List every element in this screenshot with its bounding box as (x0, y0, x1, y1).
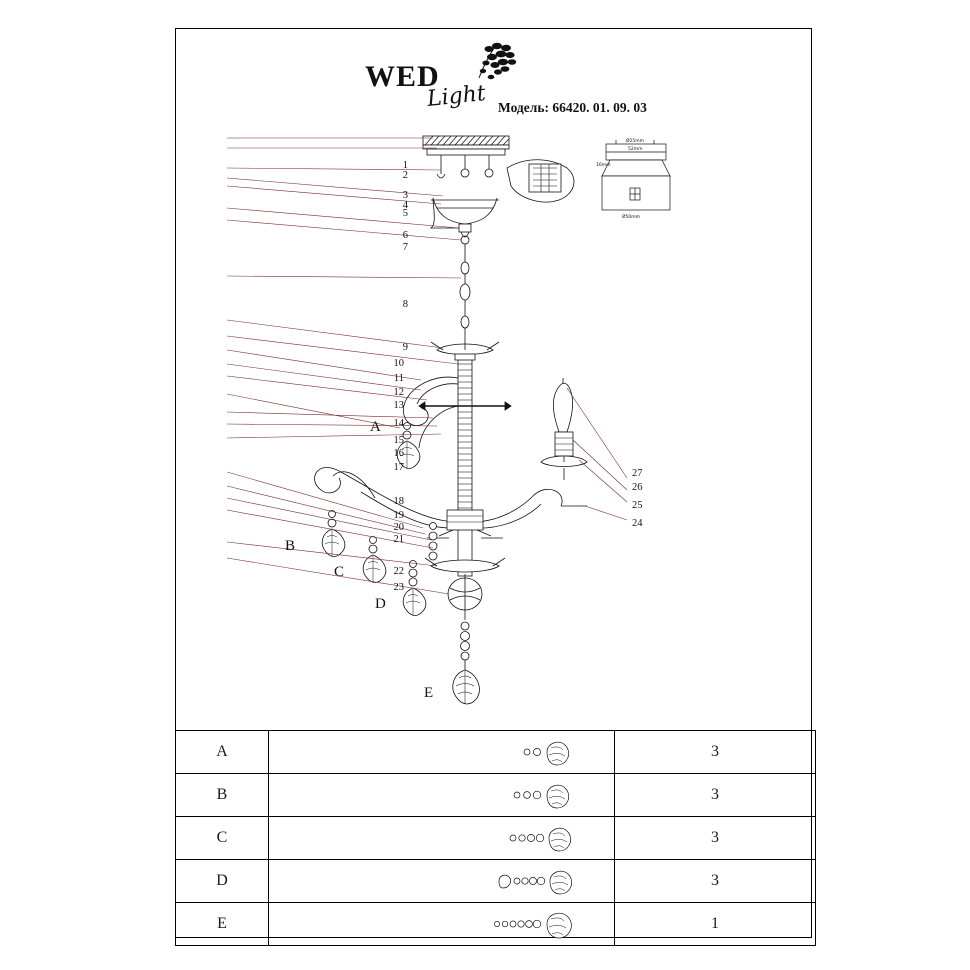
suspension-rod (460, 244, 470, 344)
row-qty: 3 (615, 817, 816, 860)
row-qty: 3 (615, 860, 816, 903)
lamp-socket-detail (541, 378, 587, 480)
pendant-d-drawing (403, 561, 426, 616)
leader-lines (227, 138, 627, 594)
bead-chain-e (453, 622, 480, 704)
pendant-b-drawing (322, 511, 345, 557)
table-row (176, 860, 816, 903)
callout-a: A (370, 419, 381, 435)
row-qty: 3 (615, 774, 816, 817)
detail-dim-2: 52mm (628, 147, 643, 152)
row-image (269, 817, 615, 860)
callout-b: B (285, 538, 296, 554)
assembly-drawing (175, 28, 812, 720)
ball-finial (448, 574, 482, 620)
detail-dim-3: 16mm (596, 163, 611, 168)
row-image (269, 903, 615, 946)
detail-view (596, 140, 686, 240)
right-scroll-arm (472, 489, 587, 528)
model-label: Модель: 66420. 01. 09. 03 (498, 100, 647, 115)
row-letter: B (176, 774, 269, 817)
table-row (176, 731, 816, 774)
callout-e: E (424, 685, 434, 701)
detail-dim-4: Ø50mm (622, 215, 641, 220)
terminal-block-detail (507, 160, 574, 202)
lower-bobeche (425, 558, 505, 572)
ceiling-plate (423, 136, 509, 155)
brand-script: Light (425, 80, 487, 113)
row-letter: C (176, 817, 269, 860)
detail-dim-1: Ø25mm (626, 139, 645, 144)
upper-bobeche (431, 342, 499, 355)
table-row (176, 817, 816, 860)
row-qty: 1 (615, 903, 816, 946)
callout-d: D (375, 596, 386, 612)
parts-table (175, 730, 816, 946)
row-image (269, 731, 615, 774)
table-row (176, 774, 816, 817)
row-image (269, 860, 615, 903)
row-letter: D (176, 860, 269, 903)
upper-scroll-arm (403, 377, 458, 448)
column-bead-chain (429, 523, 437, 561)
row-qty: 3 (615, 731, 816, 774)
callout-c: C (334, 564, 345, 580)
brand-name: WED (365, 60, 440, 93)
row-letter: A (176, 731, 269, 774)
row-letter: E (176, 903, 269, 946)
instruction-sheet: WED Light Модель: 66420. 01. 09. 03 Ø25mm 52mm 16mm Ø50mm 1 2 3 4 5 6 7 8 9 10 11 12 13 14 15 16 17 18 19 20 21 22 23 24 25 26 27 A B C D E A 3 B 3 C 3 D 3 E 1 (0, 0, 970, 970)
ceiling-fixings (437, 155, 493, 178)
table-row (176, 903, 816, 946)
canopy (431, 198, 499, 244)
left-scroll-arm (315, 467, 458, 528)
row-image (269, 774, 615, 817)
central-column (455, 354, 475, 576)
